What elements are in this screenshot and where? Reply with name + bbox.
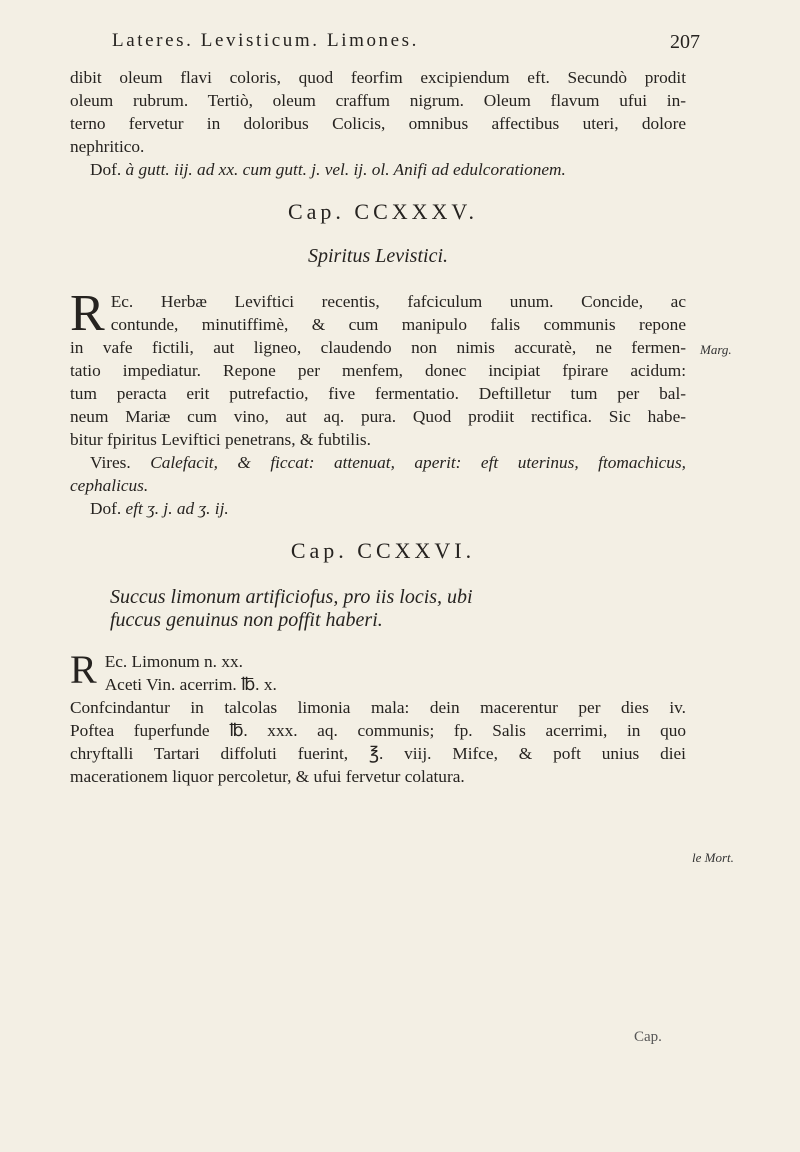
dose-text: à gutt. iij. ad xx. cum gutt. j. vel. ij. ol. Anifi ad edulcorationem. [125, 160, 566, 179]
vires-text-continued: cephalicus. [70, 476, 149, 495]
dose-label: Dof. [90, 160, 122, 179]
chapter-title: Cap. CCXXXV. [287, 199, 478, 224]
text-line: neum Mariæ cum vino, aut aq. pura. Quod prodiit rectifica. Sic habe- [70, 407, 686, 426]
text-line: in vafe fictili, aut ligneo, claudendo non nimis accuratè, ne fermen- [70, 338, 686, 357]
dose-line [70, 158, 686, 181]
margin-note: le Mort. [692, 850, 734, 865]
text-line: contunde, minutiffimè, & cum manipulo falis communis repone [110, 315, 686, 334]
text-line: nephritico. [70, 137, 145, 156]
recipe-line: Ec. Limonum n. xx. [104, 652, 243, 671]
main-text [70, 66, 686, 788]
chapter-subtitle-line2: fuccus genuinus non poffit haberi. [110, 609, 383, 631]
text-line: bitur fpiritus Leviftici penetrans, & fubtilis. [70, 430, 371, 449]
page-number: 207 [670, 31, 700, 53]
recipe-line: Aceti Vin. acerrim. ℔. x. [104, 675, 277, 694]
chapter-subtitle: Spiritus Levistici. [308, 245, 448, 267]
vires-label: Vires. [90, 453, 131, 472]
text-line: tatio impediatur. Repone per menfem, donec incipiat fpirare acidum: [70, 361, 686, 380]
dose-line [70, 497, 686, 520]
drop-capital: R [70, 647, 97, 692]
text-line: Ec. Herbæ Leviftici recentis, fafciculum unum. Concide, ac [110, 292, 686, 311]
catchword: Cap. [634, 1029, 662, 1045]
text-line: Confcindantur in talcolas limonia mala: dein macerentur per dies iv. [70, 698, 686, 717]
drop-capital: R [70, 285, 105, 342]
text-line: chryftalli Tartari diffoluti fuerint, ℥. viij. Mifce, & poft unius diei [70, 744, 686, 763]
chapter-subtitle-line1: Succus limonum artificiofus, pro iis locis, ubi [110, 586, 473, 608]
text-line: dibit oleum flavi coloris, quod feorfim excipiendum eft. Secundò prodit [70, 68, 686, 87]
text-line: tum peracta erit putrefactio, five fermentatio. Deftilletur tum per bal- [70, 384, 686, 403]
running-head: Lateres. Levisticum. Limones. [112, 30, 420, 51]
paragraph-oleum [70, 66, 686, 181]
dose-label: Dof. [90, 499, 122, 518]
text-line: macerationem liquor percoletur, & ufui fervetur colatura. [70, 767, 465, 786]
vires-text: Calefacit, & ficcat: attenuat, aperit: eft uterinus, ftomachicus, [150, 453, 686, 472]
vires-line [70, 451, 686, 474]
chapter-title: Cap. CCXXVI. [290, 538, 476, 563]
text-line: Poftea fuperfunde ℔. xxx. aq. communis; fp. Salis acerrimi, in quo [70, 721, 686, 740]
text-line: terno fervetur in doloribus Colicis, omnibus affectibus uteri, dolore [70, 114, 686, 133]
paragraph-spiritus [70, 285, 686, 520]
text-line: oleum rubrum. Tertiò, oleum craffum nigrum. Oleum flavum ufui in- [70, 91, 686, 110]
paragraph-succus [70, 647, 686, 788]
dose-text: eft ʒ. j. ad ʒ. ij. [125, 499, 229, 518]
margin-note: Marg. [700, 342, 732, 357]
